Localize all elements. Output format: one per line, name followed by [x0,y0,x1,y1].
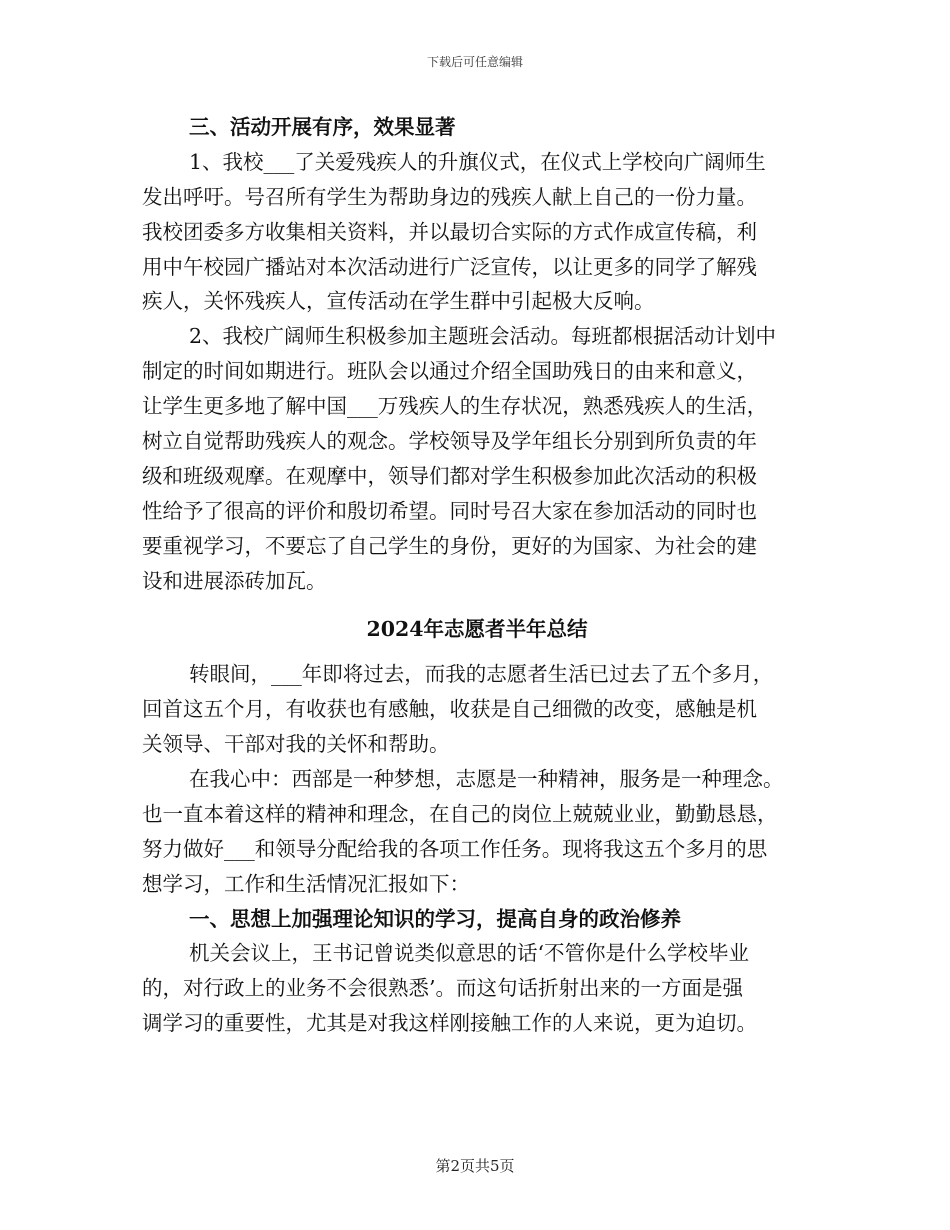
text-line: 制定的时间如期进行。班队会以通过介绍全国助残日的由来和意义， [142,359,757,384]
paragraph [142,936,832,1041]
text-line: 1、我校___了关爱残疾人的升旗仪式，在仪式上学校向广阔师生 [189,149,766,174]
text-line: 发出呼吁。号召所有学生为帮助身边的残疾人献上自己的一份力量。 [142,184,757,209]
text-line: 转眼间，___年即将过去，而我的志愿者生活已过去了五个多月， [189,662,774,687]
section-heading: 三、活动开展有序，效果显著 [189,115,456,139]
document-body [142,110,832,1041]
section-heading: 一、思想上加强理论知识的学习，提高自身的政治修养 [189,906,681,931]
page-footer: 第2页共5页 [435,1157,515,1175]
text-line: 也一直本着这样的精神和理念，在自己的岗位上兢兢业业，勤勤恳恳， [142,801,778,826]
text-line: 努力做好___和领导分配给我的各项工作任务。现将我这五个多月的思 [142,836,768,861]
text-line: 在我心中：西部是一种梦想，志愿是一种精神，服务是一种理念。 [189,767,784,792]
text-line: 树立自觉帮助残疾人的观念。学校领导及学年组长分别到所负责的年 [142,429,757,454]
text-line: 回首这五个月，有收获也有感触，收获是自己细微的改变，感触是机 [142,697,757,722]
paragraph [142,145,832,319]
text-line: 设和进展添砖加瓦。 [142,568,327,593]
text-line: 机关会议上，王书记曾说类似意思的话‘不管你是什么学校毕业 [189,941,750,966]
text-line: 2、我校广阔师生积极参加主题班会活动。每班都根据活动计划中 [189,324,777,349]
text-line: 的，对行政上的业务不会很熟悉’。而这句话折射出来的一方面是强 [142,976,744,1001]
text-line: 用中午校园广播站对本次活动进行广泛宣传，以让更多的同学了解残 [142,254,757,279]
paragraph [142,319,832,598]
text-line: 性给予了很高的评价和殷切希望。同时号召大家在参加活动的同时也 [142,498,757,523]
text-line: 调学习的重要性，尤其是对我这样刚接触工作的人来说，更为迫切。 [142,1011,757,1036]
text-line: 级和班级观摩。在观摩中，领导们都对学生积极参加此次活动的积极 [142,463,757,488]
text-line: 关领导、干部对我的关怀和帮助。 [142,732,450,757]
text-line: 我校团委多方收集相关资料，并以最切合实际的方式作成宣传稿，利 [142,219,757,244]
text-line: 要重视学习，不要忘了自己学生的身份，更好的为国家、为社会的建 [142,533,757,558]
page-header: 下载后可任意编辑 [426,55,523,69]
text-line: 想学习，工作和生活情况汇报如下： [142,871,470,896]
text-line: 让学生更多地了解中国___万残疾人的生存状况，熟悉残疾人的生活， [142,394,768,419]
text-line: 疾人，关怀残疾人，宣传活动在学生群中引起极大反响。 [142,289,655,314]
article-title: 2024年志愿者半年总结 [366,617,588,642]
paragraph [142,762,832,902]
paragraph [142,657,832,762]
